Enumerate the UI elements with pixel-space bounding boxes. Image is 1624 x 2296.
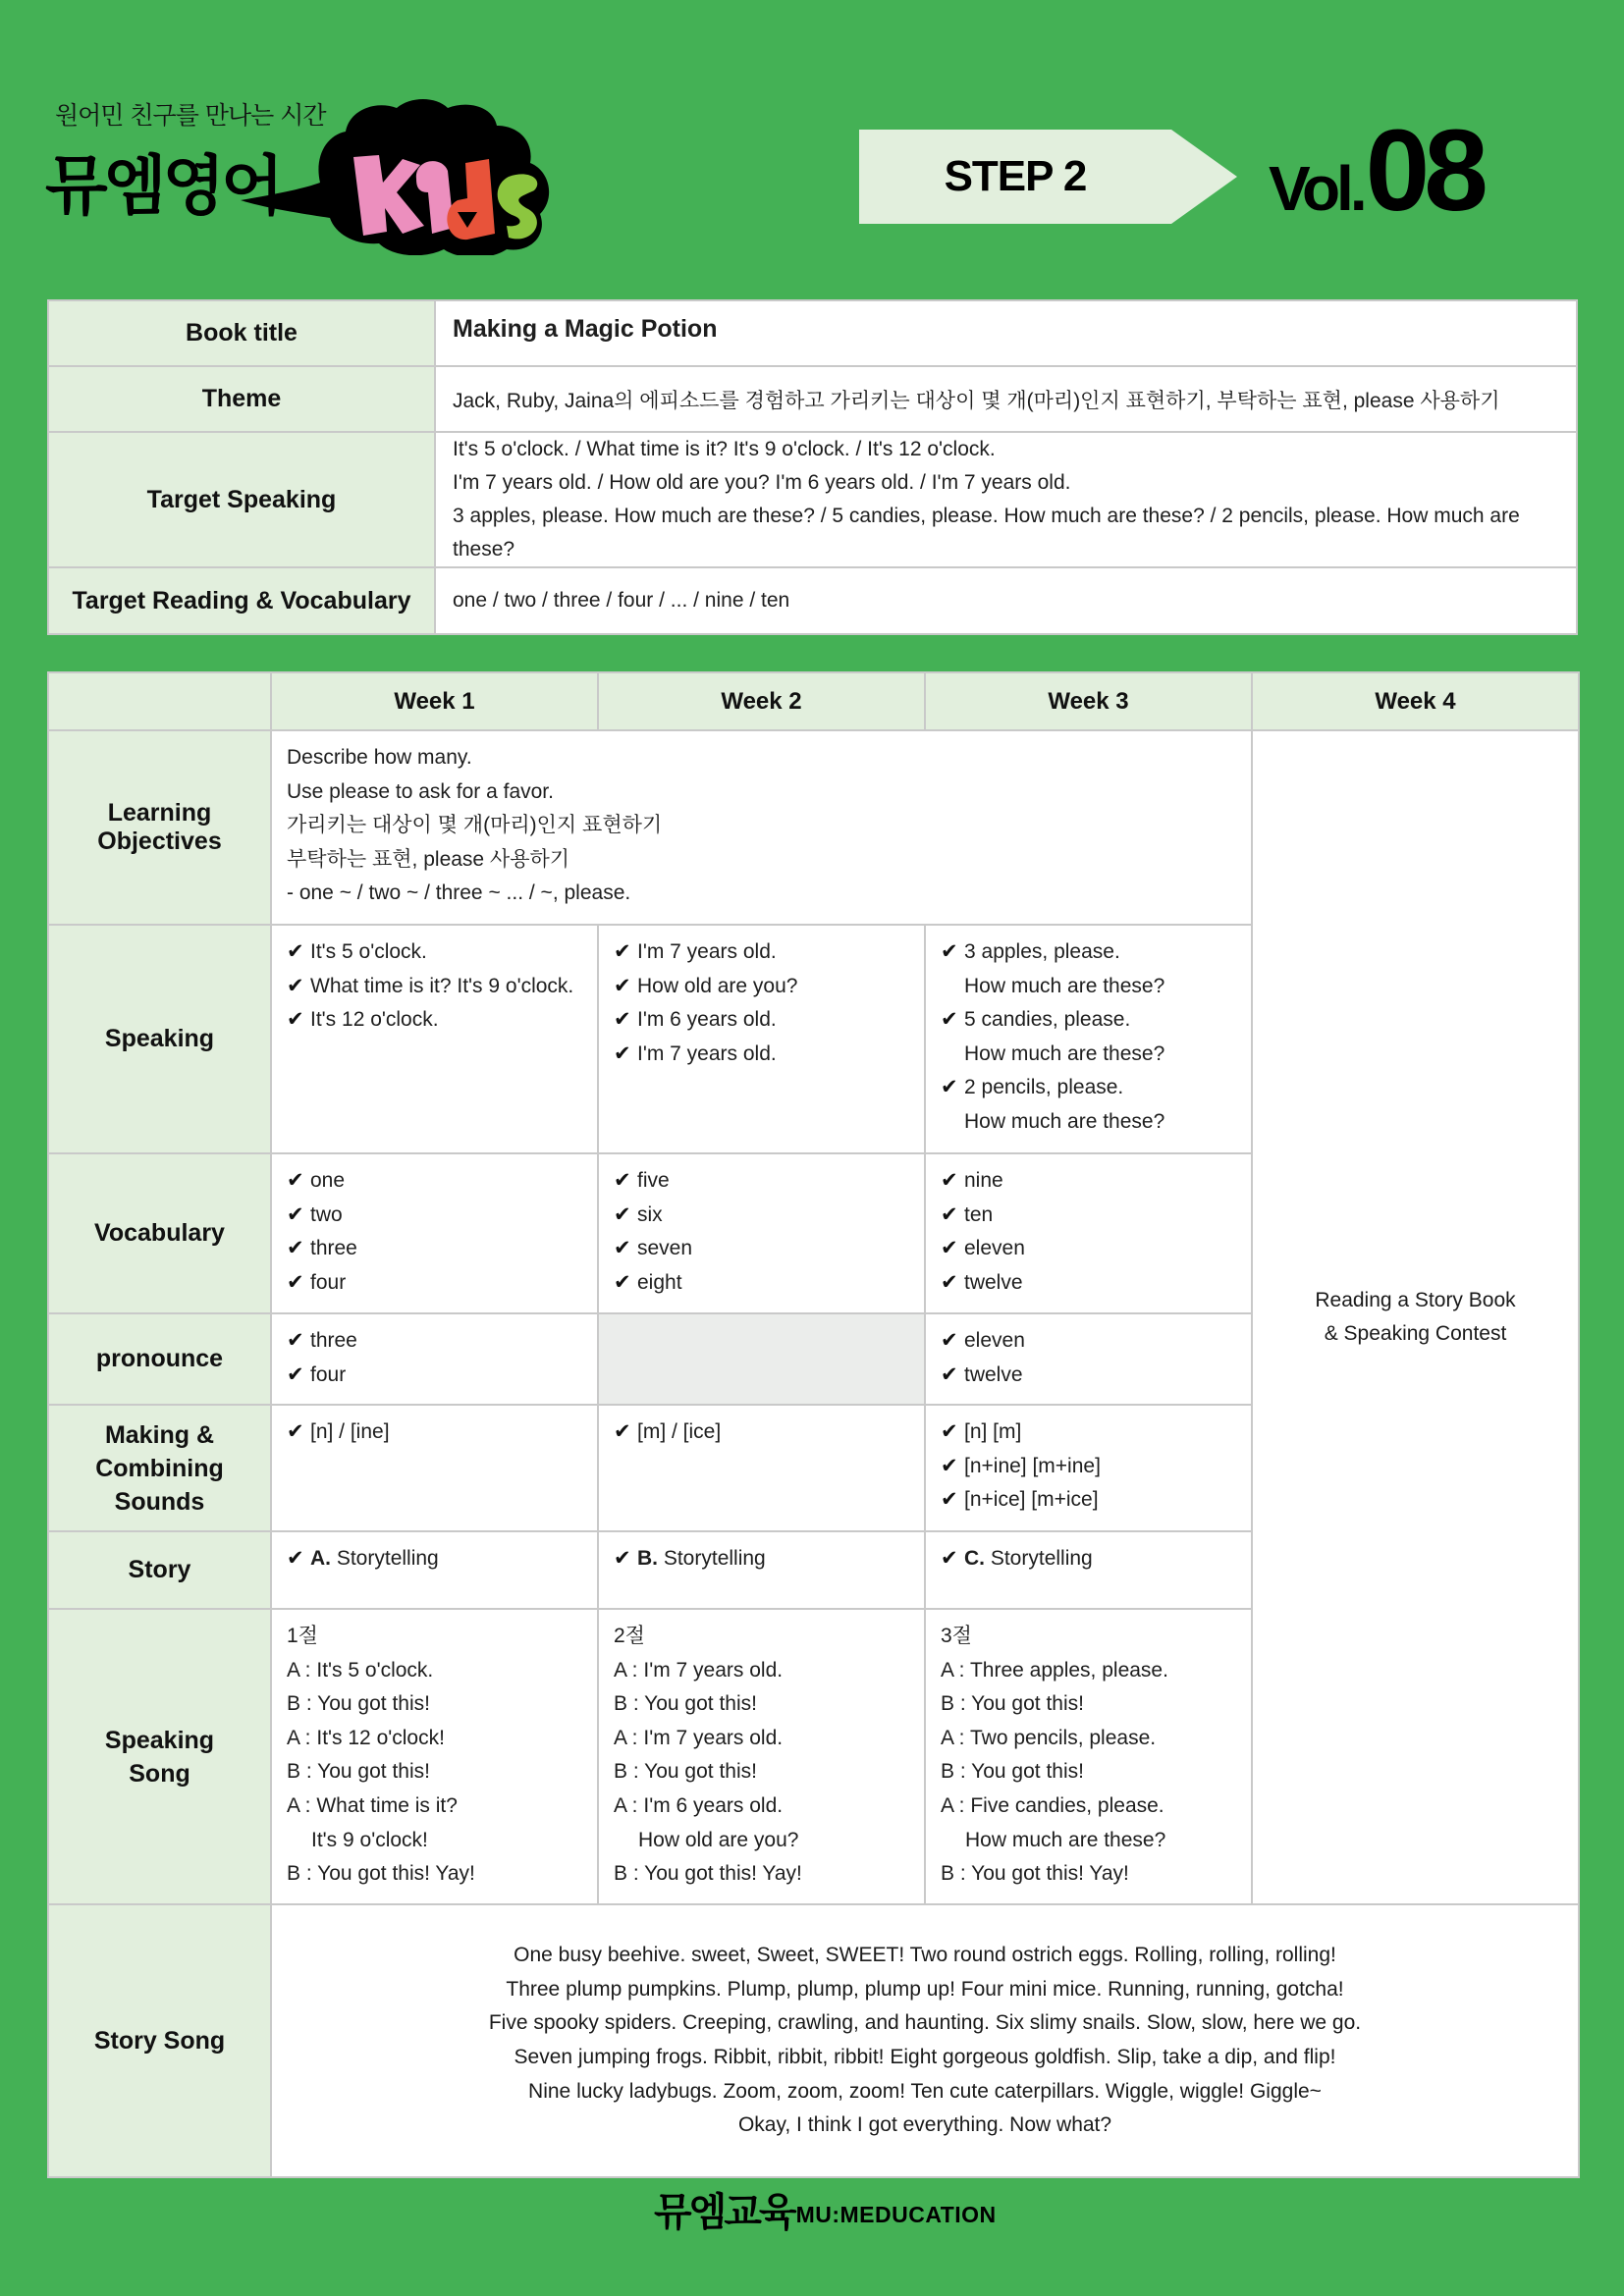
song-line [941,1654,1251,1688]
item-text: twelve [964,1362,1023,1386]
check-item [941,1450,1251,1484]
check-item [287,1164,597,1199]
item-text: Storytelling [336,1547,439,1570]
check-item [941,1415,1251,1450]
check-icon: ✔ [614,1270,631,1294]
check-item [287,1415,597,1450]
check-item [614,970,924,1004]
footer-brand-en: MU:MEDUCATION [795,2201,997,2227]
learning-objectives-content [271,730,1252,925]
target-speaking-label: Target Speaking [48,432,435,567]
verse-label: 2절 [614,1625,645,1647]
book-info-table [47,299,1578,635]
speaking-label: Speaking [48,925,271,1153]
story-letter: B. [637,1547,658,1570]
item-text: [n+ine] [m+ine] [964,1454,1101,1477]
speaker: A : [614,1793,644,1817]
song-line [614,1687,924,1722]
speech-bubble-icon [236,98,560,255]
item-text: Storytelling [663,1547,766,1570]
check-icon: ✔ [287,1547,304,1570]
objective-line: 가리키는 대상이 몇 개(마리)인지 표현하기 [287,814,663,837]
check-icon: ✔ [287,1270,304,1294]
song-line [614,1722,924,1756]
song-text: What time is it? [316,1793,458,1817]
speaker: A : [941,1793,971,1817]
check-item [941,1164,1251,1199]
item-text: twelve [964,1270,1023,1294]
item-text: [m] / [ice] [637,1420,722,1443]
story-song-line: Seven jumping frogs. Ribbit, ribbit, ribbit! Eight gorgeous goldfish. Slip, take a dip, and flip! [514,2046,1336,2068]
check-icon: ✔ [941,1488,958,1512]
item-text: What time is it? It's 9 o'clock. [310,974,574,997]
song-text: It's 5 o'clock. [316,1658,434,1682]
item-text: eight [637,1270,682,1294]
speaker: B : [614,1862,645,1886]
check-icon: ✔ [941,1008,958,1032]
sounds-week3 [925,1405,1252,1531]
song-text: Three apples, please. [969,1658,1168,1682]
song-text: You got this! Yay! [644,1862,802,1886]
week-header: Week 1 [271,672,598,730]
song-line [614,1824,924,1858]
objective-line: - one ~ / two ~ / three ~ ... / ~, please. [287,881,631,905]
speaker: A : [287,1726,317,1749]
item-text: eleven [964,1329,1025,1352]
pronounce-week2-empty [598,1313,925,1405]
vocabulary-week1 [271,1153,598,1313]
check-item [287,1232,597,1266]
check-icon: ✔ [941,940,958,963]
story-label: Story [48,1531,271,1609]
item-continuation: How much are these? [964,1109,1165,1133]
target-speaking-value [435,432,1577,567]
check-item [941,1359,1251,1393]
label-line: Song [129,1759,190,1788]
footer-logo [654,2181,997,2236]
check-icon: ✔ [941,1237,958,1260]
song-text: How old are you? [638,1828,799,1851]
week4-content [1252,730,1579,1904]
check-item [614,1164,924,1199]
speaking-song-week3 [925,1609,1252,1904]
check-icon: ✔ [614,1420,631,1443]
item-text: eleven [964,1237,1025,1260]
check-icon: ✔ [614,1547,631,1570]
label-line: Speaking [104,1726,215,1754]
theme-row [48,366,1577,432]
song-text: You got this! Yay! [317,1862,475,1886]
song-text: Five candies, please. [970,1793,1164,1817]
item-text: 3 apples, please. [964,940,1120,963]
check-item [287,935,597,970]
check-item [614,1542,924,1576]
check-item [941,1199,1251,1233]
song-text: You got this! [644,1760,757,1784]
song-line [614,1755,924,1789]
song-text: You got this! [317,1692,430,1716]
song-line [941,1687,1251,1722]
pronounce-week1 [271,1313,598,1405]
week4-line: & Speaking Contest [1324,1322,1507,1345]
target-reading-row [48,567,1577,634]
story-song-line: One busy beehive. sweet, Sweet, SWEET! Two round ostrich eggs. Rolling, rolling, rolling! [514,1944,1336,1967]
speaker: A : [287,1658,317,1682]
song-line [941,1824,1251,1858]
song-line [287,1654,597,1688]
theme-value: Jack, Ruby, Jaina의 에피소드를 경험하고 가리키는 대상이 몇 개(마리)인지 표현하기, 부탁하는 표현, please 사용하기 [435,366,1577,432]
song-text: You got this! [971,1692,1084,1716]
target-reading-value: one / two / three / four / ... / nine / ten [435,567,1577,634]
week-header: Week 2 [598,672,925,730]
song-text: How much are these? [965,1828,1166,1851]
label-line: Combining [95,1454,224,1482]
item-text: ten [964,1202,994,1226]
check-item [941,1483,1251,1518]
check-item [287,1359,597,1393]
footer-brand-ko: 뮤엠교육 [654,2189,794,2235]
speaker: B : [614,1760,645,1784]
song-line [941,1755,1251,1789]
vocabulary-label: Vocabulary [48,1153,271,1313]
story-week1 [271,1531,598,1609]
tagline: 원어민 친구를 만나는 시간 [55,101,326,130]
item-text: three [310,1237,357,1260]
check-icon: ✔ [287,974,304,997]
speaker: B : [941,1692,972,1716]
song-text: I'm 7 years old. [643,1658,784,1682]
speaker: A : [941,1726,970,1749]
check-item [287,1266,597,1301]
check-icon: ✔ [614,1202,631,1226]
story-song-line: Three plump pumpkins. Plump, plump, plump up! Four mini mice. Running, running, gotcha! [506,1977,1344,2001]
speaker: B : [941,1760,972,1784]
speaking-song-label [48,1609,271,1904]
story-song-line: Nine lucky ladybugs. Zoom, zoom, zoom! Ten cute caterpillars. Wiggle, wiggle! Giggle~ [528,2079,1322,2103]
label-line: Sounds [114,1487,205,1516]
item-text: [n] [m] [964,1420,1022,1443]
check-icon: ✔ [941,1547,958,1570]
item-text: five [637,1169,670,1192]
step-label: STEP 2 [944,152,1087,200]
target-speaking-line: 3 apples, please. How much are these? / 5 candies, please. How much are these? / 2 pencils, please. How much are these? [453,505,1520,561]
item-text: Storytelling [990,1547,1093,1570]
song-text: It's 12 o'clock! [316,1726,445,1749]
check-icon: ✔ [941,1270,958,1294]
check-icon: ✔ [614,1008,631,1032]
item-text: one [310,1169,346,1192]
song-line [941,1857,1251,1892]
speaker: A : [941,1658,970,1682]
check-icon: ✔ [287,1237,304,1260]
check-icon: ✔ [287,940,304,963]
speaking-week2 [598,925,925,1153]
item-text: four [310,1362,347,1386]
check-item [941,1003,1251,1038]
verse-label: 1절 [287,1625,318,1647]
story-song-line: Five spooky spiders. Creeping, crawling, and haunting. Six slimy snails. Slow, slow, here we go. [488,2011,1362,2035]
brand-logo-text: 뮤엠영어 [45,148,281,224]
item-text: nine [964,1169,1003,1192]
check-item [614,1038,924,1072]
check-item [941,1266,1251,1301]
story-song-label: Story Song [48,1904,271,2177]
check-icon: ✔ [941,1202,958,1226]
check-item [287,1324,597,1359]
check-icon: ✔ [941,1362,958,1386]
check-item [287,1199,597,1233]
speaker: A : [614,1726,644,1749]
check-item [941,1324,1251,1359]
check-icon: ✔ [287,1420,304,1443]
item-text: six [637,1202,663,1226]
speaker: B : [287,1760,318,1784]
story-song-row [48,1904,1579,2177]
check-item [941,935,1251,970]
corner-cell [48,672,271,730]
verse-label: 3절 [941,1625,972,1647]
objective-line: Describe how many. [287,746,472,769]
song-text: You got this! [317,1760,430,1784]
label-line: Objectives [97,828,222,855]
target-speaking-row [48,432,1577,567]
item-text: How old are you? [637,974,798,997]
song-line [614,1654,924,1688]
vol-prefix: Vol. [1269,153,1364,224]
item-text: two [310,1202,343,1226]
check-icon: ✔ [614,974,631,997]
check-item [614,1266,924,1301]
check-icon: ✔ [941,1076,958,1099]
target-speaking-line: It's 5 o'clock. / What time is it? It's 9 o'clock. / It's 12 o'clock. [453,438,996,460]
weekly-schedule-table [47,671,1580,2178]
item-text: It's 12 o'clock. [310,1008,439,1032]
item-text: four [310,1270,347,1294]
song-text: I'm 6 years old. [643,1793,784,1817]
song-line [287,1824,597,1858]
speaking-week3 [925,925,1252,1153]
book-title-value: Making a Magic Potion [435,300,1577,366]
speaking-week1 [271,925,598,1153]
song-line [614,1789,924,1824]
story-letter: A. [310,1547,331,1570]
song-line [287,1789,597,1824]
target-reading-label: Target Reading & Vocabulary [48,567,435,634]
vol-number: 08 [1365,106,1483,236]
speaking-song-week1 [271,1609,598,1904]
song-text: Two pencils, please. [969,1726,1157,1749]
item-text: It's 5 o'clock. [310,940,427,963]
sounds-label [48,1405,271,1531]
check-item [941,1071,1251,1105]
check-icon: ✔ [614,1237,631,1260]
check-icon: ✔ [287,1202,304,1226]
week-header-row [48,672,1579,730]
target-speaking-line: I'm 7 years old. / How old are you? I'm 6 years old. / I'm 7 years old. [453,471,1071,494]
song-text: You got this! [644,1692,757,1716]
check-item [614,1199,924,1233]
theme-label: Theme [48,366,435,432]
volume-label [1269,98,1483,236]
speaker: B : [614,1692,645,1716]
sounds-week1 [271,1405,598,1531]
speaker: B : [287,1862,318,1886]
story-letter: C. [964,1547,985,1570]
check-icon: ✔ [941,1169,958,1192]
item-text: I'm 7 years old. [637,1041,777,1065]
check-icon: ✔ [941,1420,958,1443]
item-text: 5 candies, please. [964,1008,1131,1032]
vocabulary-week2 [598,1153,925,1313]
check-item [614,1415,924,1450]
story-week2 [598,1531,925,1609]
check-icon: ✔ [287,1169,304,1192]
story-song-content [271,1904,1579,2177]
pronounce-label: pronounce [48,1313,271,1405]
book-title-row [48,300,1577,366]
check-item [614,935,924,970]
song-line [941,1722,1251,1756]
song-line [614,1857,924,1892]
story-week3 [925,1531,1252,1609]
speaking-song-week2 [598,1609,925,1904]
song-text: It's 9 o'clock! [311,1828,428,1851]
item-text: [n+ice] [m+ice] [964,1488,1099,1512]
song-line [287,1857,597,1892]
check-item [614,1003,924,1038]
item-text: 2 pencils, please. [964,1076,1124,1099]
check-icon: ✔ [614,1169,631,1192]
story-song-line: Okay, I think I got everything. Now what? [737,2113,1112,2137]
label-line: Learning [107,799,212,827]
check-icon: ✔ [287,1008,304,1032]
book-title-label: Book title [48,300,435,366]
check-item [287,1003,597,1038]
speaker: A : [614,1658,644,1682]
item-text: I'm 6 years old. [637,1008,777,1032]
check-item [941,1232,1251,1266]
vocabulary-week3 [925,1153,1252,1313]
check-icon: ✔ [941,1454,958,1477]
speaker: B : [287,1692,318,1716]
speaker: B : [941,1862,972,1886]
check-item [941,1542,1251,1576]
step-badge [859,130,1237,224]
learning-objectives-label [48,730,271,925]
song-text: You got this! Yay! [971,1862,1129,1886]
song-line [287,1687,597,1722]
item-text: [n] / [ine] [310,1420,390,1443]
check-icon: ✔ [941,1329,958,1352]
item-text: I'm 7 years old. [637,940,777,963]
song-line [287,1722,597,1756]
check-icon: ✔ [287,1362,304,1386]
week4-line: Reading a Story Book [1315,1289,1516,1311]
week-header: Week 3 [925,672,1252,730]
check-icon: ✔ [614,940,631,963]
pronounce-week3 [925,1313,1252,1405]
song-line [941,1789,1251,1824]
sounds-week2 [598,1405,925,1531]
item-text: seven [637,1237,693,1260]
item-continuation: How much are these? [964,974,1165,997]
week-header: Week 4 [1252,672,1579,730]
learning-objectives-row [48,730,1579,925]
check-icon: ✔ [614,1041,631,1065]
song-text: You got this! [971,1760,1084,1784]
item-text: three [310,1329,357,1352]
item-continuation: How much are these? [964,1041,1165,1065]
kids-logo [236,98,560,255]
song-line [287,1755,597,1789]
check-icon: ✔ [287,1329,304,1352]
speaker: A : [287,1793,317,1817]
objective-line: 부탁하는 표현, please 사용하기 [287,847,570,871]
check-item [287,1542,597,1576]
objective-line: Use please to ask for a favor. [287,779,554,803]
song-text: I'm 7 years old. [643,1726,784,1749]
check-item [614,1232,924,1266]
label-line: Making & [104,1420,215,1449]
check-item [287,970,597,1004]
